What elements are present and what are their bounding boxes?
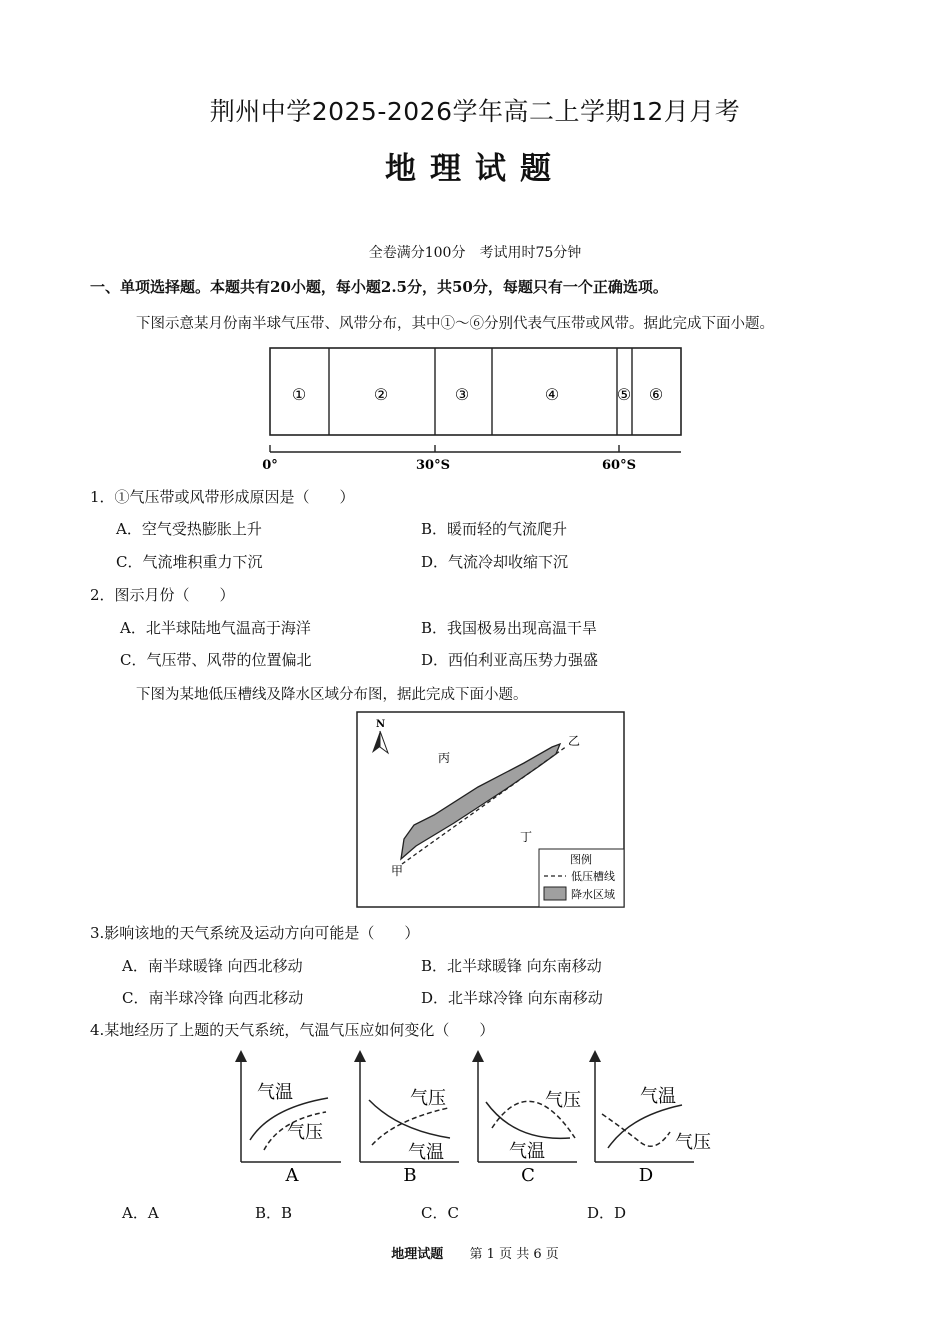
- panel-d-temp-label: 气温: [640, 1086, 676, 1107]
- legend-title: 图例: [570, 853, 592, 866]
- panel-a-pressure-label: 气压: [287, 1122, 323, 1143]
- belt-label-6: ⑥: [648, 385, 664, 404]
- footer-subject: 地理试题: [391, 1247, 444, 1262]
- section-heading: 一、单项选择题。本题共有20小题，每小题2.5分，共50分，每题只有一个正确选项。: [90, 278, 668, 296]
- tick-label-0: 0°: [262, 458, 278, 473]
- north-label: N: [376, 719, 386, 730]
- q1-option-b[interactable]: B．暖而轻的气流爬升: [421, 520, 568, 538]
- question-4-stem: 4.某地经历了上题的天气系统，气温气压应如何变化（ ）: [90, 1021, 495, 1039]
- trough-map-figure: [356, 711, 626, 909]
- belt-label-1: ①: [291, 385, 307, 404]
- legend-trough-label: 低压槽线: [571, 870, 615, 883]
- pressure-belt-figure: [262, 342, 692, 474]
- q2-option-b[interactable]: B．我国极易出现高温干旱: [421, 619, 598, 637]
- q2-option-c[interactable]: C．气压带、风带的位置偏北: [120, 651, 312, 669]
- graph-panel-c: [478, 1056, 581, 1186]
- q3-option-d[interactable]: D．北半球冷锋 向东南移动: [421, 989, 603, 1007]
- intro-trough: 下图为某地低压槽线及降水区域分布图，据此完成下面小题。: [136, 687, 528, 703]
- subject-title: 地理试题: [385, 151, 565, 187]
- belt-label-4: ④: [544, 385, 560, 404]
- belt-label-2: ②: [373, 385, 389, 404]
- exam-meta: 全卷满分100分 考试用时75分钟: [368, 245, 582, 261]
- panel-b-letter: B: [403, 1165, 417, 1186]
- tick-label-30s: 30°S: [416, 458, 450, 473]
- panel-c-letter: C: [521, 1165, 535, 1186]
- q1-option-c[interactable]: C．气流堆积重力下沉: [116, 553, 263, 571]
- question-2-stem: 2．图示月份（ ）: [90, 586, 235, 604]
- graph-panel-d: [595, 1056, 711, 1186]
- question-3-stem: 3.影响该地的天气系统及运动方向可能是（ ）: [90, 924, 420, 942]
- intro-belts: 下图示意某月份南半球气压带、风带分布，其中①～⑥分别代表气压带或风带。据此完成下面小题。: [136, 316, 774, 332]
- label-ding: 丁: [520, 830, 533, 844]
- belt-label-5: ⑤: [616, 385, 632, 404]
- q3-option-a[interactable]: A．南半球暖锋 向西北移动: [122, 957, 303, 975]
- legend-rain-label: 降水区域: [571, 888, 615, 901]
- q4-option-d[interactable]: D．D: [587, 1204, 627, 1222]
- panel-b-pressure-label: 气压: [410, 1088, 446, 1109]
- label-jia: 甲: [391, 864, 404, 878]
- q4-option-c[interactable]: C．C: [421, 1204, 459, 1222]
- tick-label-60s: 60°S: [602, 458, 636, 473]
- q2-option-d[interactable]: D．西伯利亚高压势力强盛: [421, 651, 599, 669]
- q1-option-d[interactable]: D．气流冷却收缩下沉: [421, 553, 569, 571]
- panel-c-pressure-label: 气压: [545, 1090, 581, 1111]
- q4-option-a[interactable]: A．A: [122, 1204, 159, 1222]
- graph-panel-b: [360, 1056, 459, 1186]
- question-1-stem: 1．①气压带或风带形成原因是（ ）: [90, 488, 355, 506]
- panel-c-temp-label: 气温: [509, 1141, 545, 1162]
- belt-label-3: ③: [454, 385, 470, 404]
- panel-a-temp-label: 气温: [257, 1082, 293, 1103]
- exam-title: 荆州中学2025-2026学年高二上学期12月月考: [209, 97, 741, 126]
- q4-option-b[interactable]: B．B: [255, 1204, 293, 1222]
- label-yi: 乙: [568, 734, 581, 748]
- temp-pressure-graphs: [230, 1050, 720, 1190]
- q2-option-a[interactable]: A．北半球陆地气温高于海洋: [120, 619, 311, 637]
- graph-panel-a: [241, 1056, 341, 1186]
- panel-b-temp-label: 气温: [408, 1142, 444, 1163]
- page-footer: [0, 1243, 950, 1262]
- q3-option-c[interactable]: C．南半球冷锋 向西北移动: [122, 989, 304, 1007]
- panel-d-pressure-label: 气压: [675, 1132, 711, 1153]
- q3-option-b[interactable]: B．北半球暖锋 向东南移动: [421, 957, 602, 975]
- legend-rain-symbol: [544, 887, 566, 900]
- q1-option-a[interactable]: A．空气受热膨胀上升: [116, 520, 262, 538]
- panel-d-letter: D: [638, 1165, 654, 1186]
- panel-a-letter: A: [285, 1165, 299, 1186]
- label-bing: 丙: [438, 751, 451, 765]
- footer-page-number: 第 1 页 共 6 页: [469, 1247, 559, 1262]
